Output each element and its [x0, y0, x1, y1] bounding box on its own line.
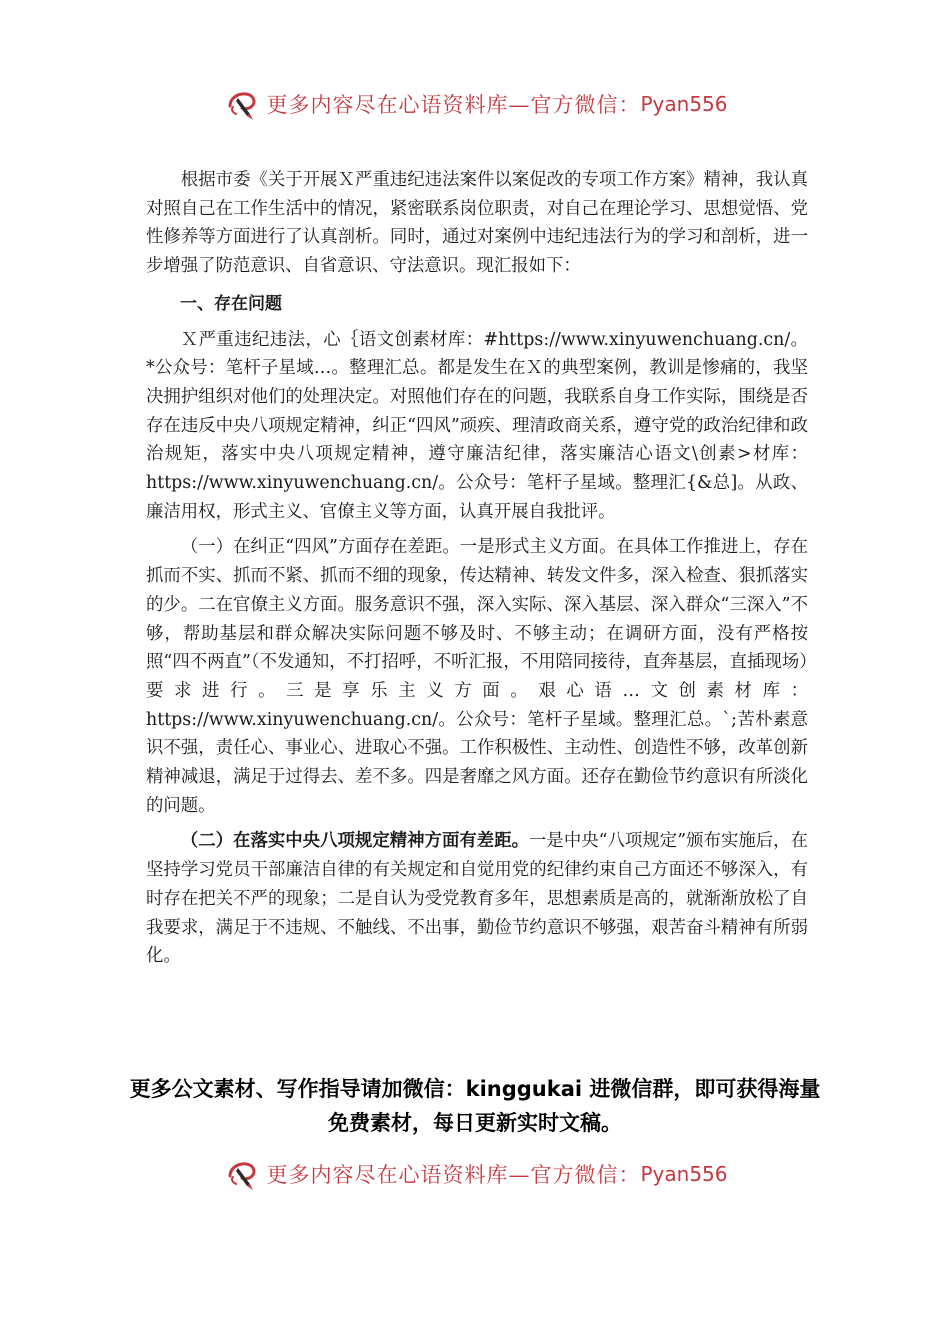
banner-text: 更多内容尽在心语资料库—官方微信： — [266, 1163, 641, 1187]
document-body — [146, 166, 808, 971]
subheading-eight-rules: （二）在落实中央八项规定精神方面有差距。 — [180, 831, 530, 852]
intro-paragraph: 根据市委《关于开展Ｘ严重违纪违法案件以案促改的专项工作方案》精神，我认真对照自己在工作生活中的情况，紧密联系岗位职责，对自己在理论学习、思想觉悟、党性修养等方面进行了认真剖析。同时，通过对案例中违纪违法行为的学习和剖析，进一步增强了防范意识、自省意识、守法意识。现汇报如下： — [146, 170, 808, 277]
promo-footer-note: 更多公文素材、写作指导请加微信：kinggukai 进微信群，即可获得海量免费素材，每日更新实时文稿。 — [129, 1077, 821, 1135]
header-banner — [0, 82, 950, 126]
banner-text: 更多内容尽在心语资料库—官方微信： — [266, 93, 641, 117]
section-heading: 一、存在问题 — [180, 293, 282, 314]
paragraph-four-winds: （一）在纠正“四风”方面存在差距。一是形式主义方面。在具体工作推进上，存在抓而不实、抓而不紧、抓而不细的现象，传达精神、转发文件多，深入检查、狠抓落实的少。二在官僚主义方面。服务意识不强，深入实际、深入基层、深入群众“三深入”不够，帮助基层和群众解决实际问题不够及时、不够主动；在调研方面，没有严格按照“四不两直”（不发通知，不打招呼，不听汇报，不用陪同接待，直奔基层，直插现场）要求进行。三是享乐主义方面。艰心语…文创素材库：https://www.xinyuwenchuang.cn/。公众号：笔杆子星域。整理汇总。`;苦朴素意识不强，责任心、事业心、进取心不强。工作积极性、主动性、创造性不够，改革创新精神减退，满足于过得去、差不多。四是奢靡之风方面。还存在勤俭节约意识有所淡化的问题。 — [146, 537, 808, 816]
banner-wechat-id: Pyan556 — [640, 1162, 728, 1186]
paragraph-eight-rules — [146, 827, 808, 971]
pen-swirl-logo-icon — [222, 1154, 262, 1194]
pen-swirl-logo-icon — [222, 84, 262, 124]
paragraph-eight-rules-text: 一是中央“八项规定”颁布实施后，在坚持学习党员干部廉洁自律的有关规定和自觉用党的纪律约束自己方面还不够深入，有时存在把关不严的现象；二是自认为受党教育多年，思想素质是高的，就渐渐放松了自我要求，满足于不违规、不触线、不出事，勤俭节约意识不够强，艰苦奋斗精神有所弱化。 — [146, 831, 808, 967]
banner-wechat-id: Pyan556 — [640, 92, 728, 116]
footer-banner — [0, 1152, 950, 1196]
paragraph-problems-intro: Ｘ严重违纪违法，心｛语文创素材库：#https://www.xinyuwenchuang.cn/。*公众号：笔杆子星域…。整理汇总。都是发生在Ｘ的典型案例，教训是惨痛的，我坚决拥护组织对他们的处理决定。对照他们存在的问题，我联系自身工作实际，围绕是否存在违反中央八项规定精神，纠正“四风”顽疾、理清政商关系，遵守党的政治纪律和政治规矩，落实中央八项规定精神，遵守廉洁纪律，落实廉洁心语文\创素>材库：https://www.xinyuwenchuang.cn/。公众号：笔杆子星域。整理汇{&总]。从政、廉洁用权，形式主义、官僚主义等方面，认真开展自我批评。 — [146, 329, 808, 522]
